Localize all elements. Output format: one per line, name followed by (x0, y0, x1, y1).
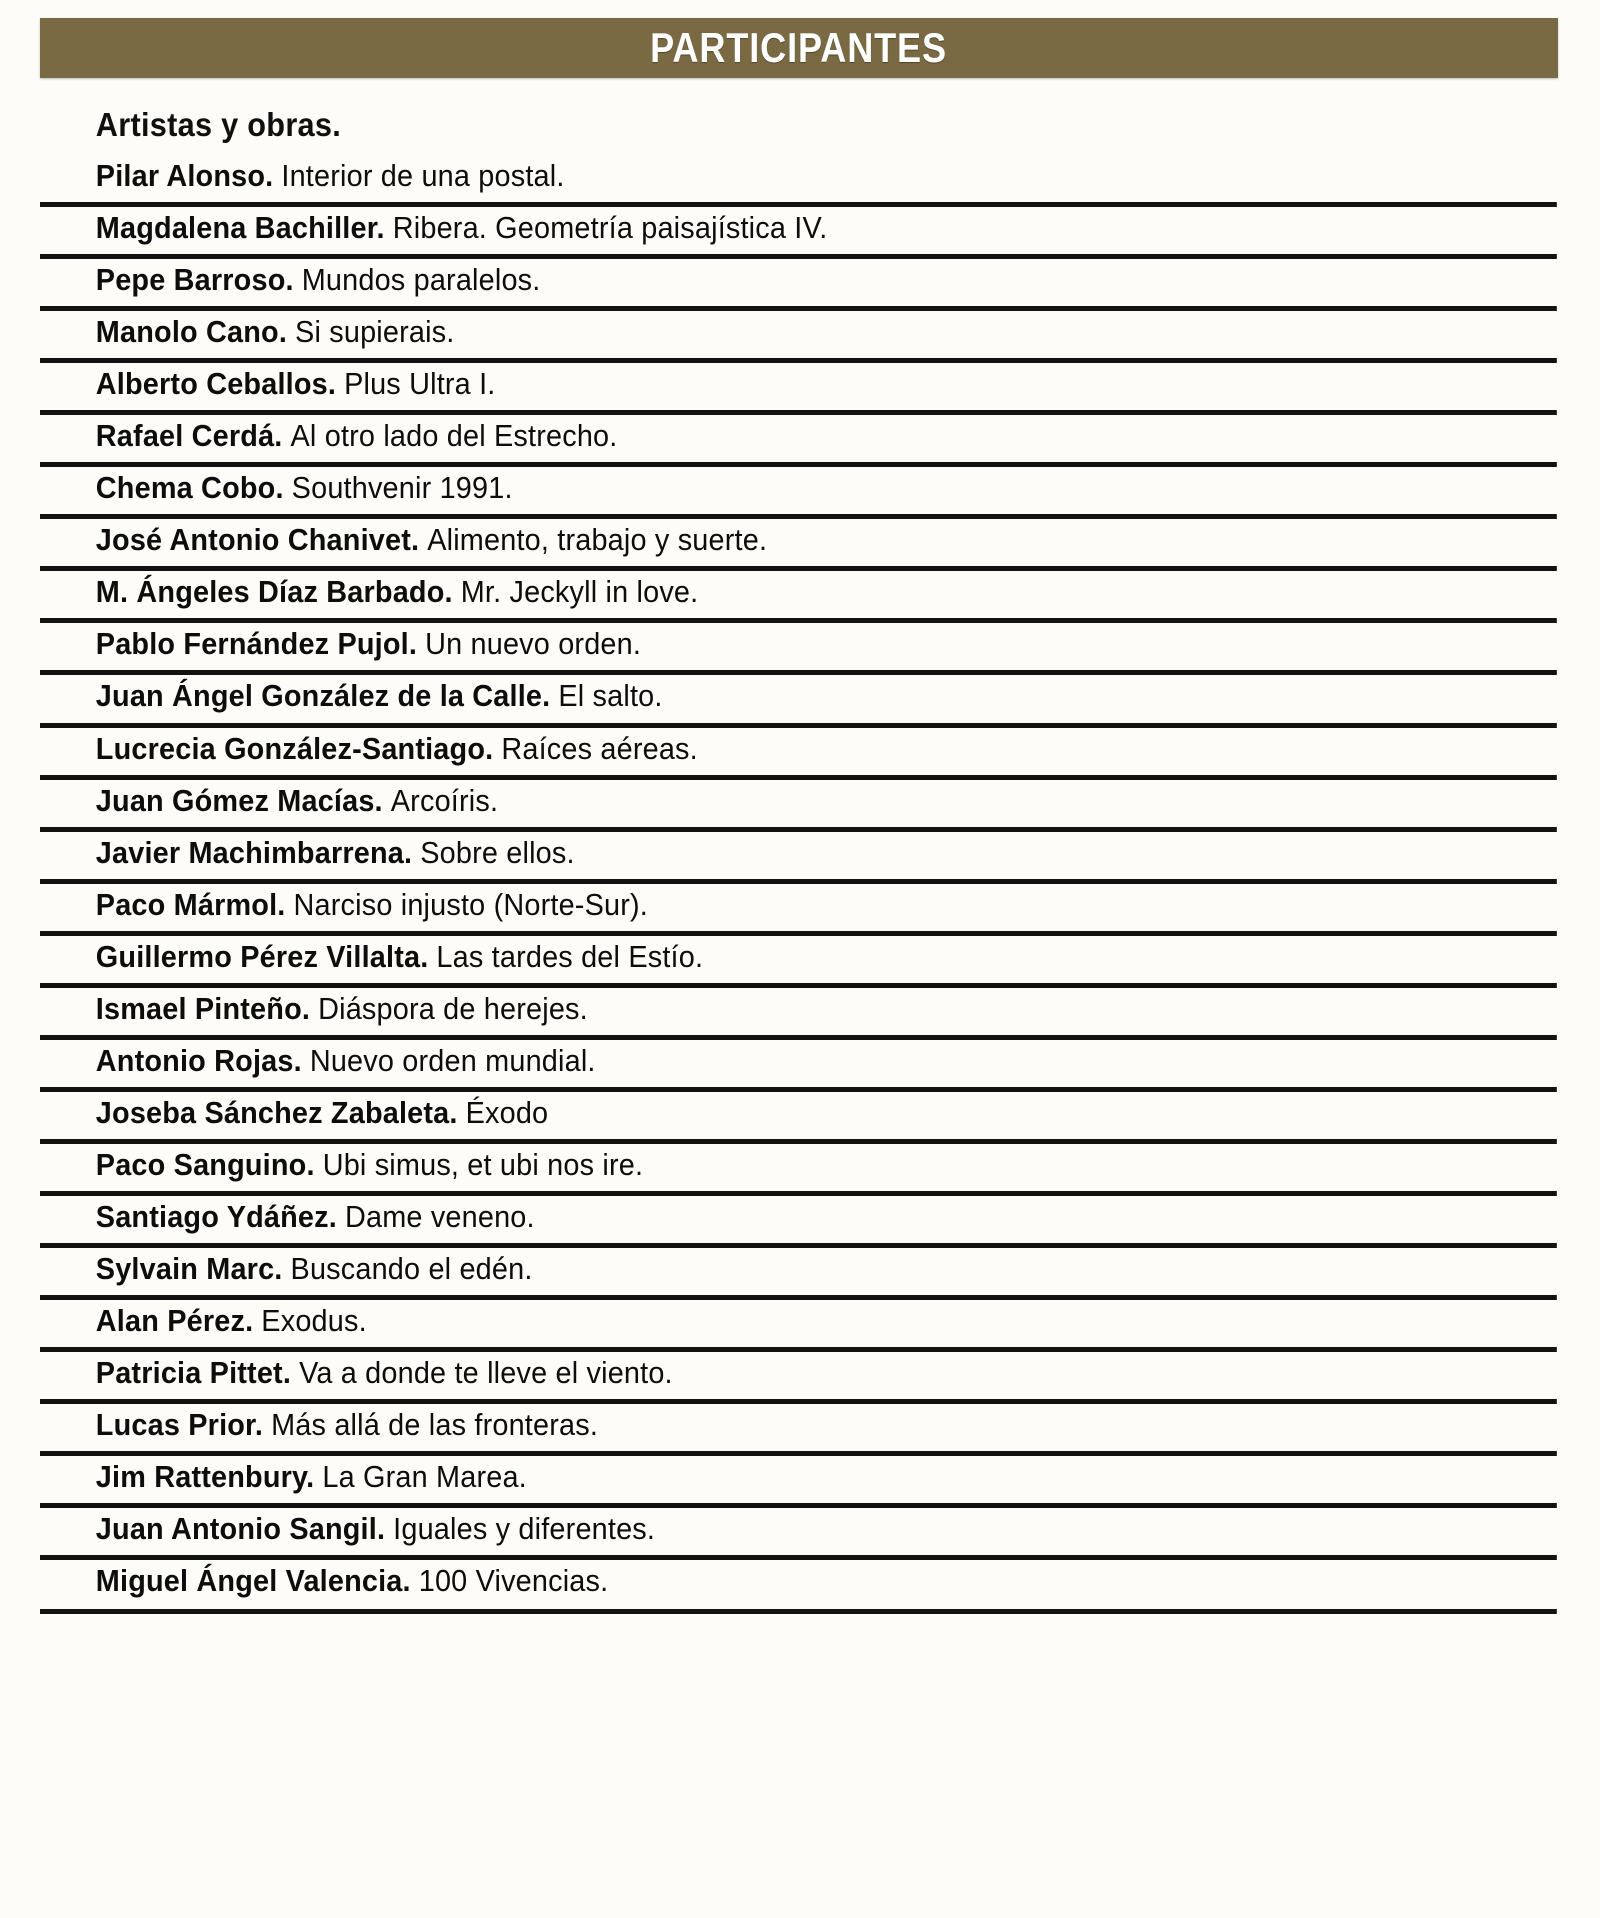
artwork-title: Raíces aéreas. (501, 730, 698, 766)
artwork-title: Mundos paralelos. (301, 262, 541, 298)
list-item (40, 1347, 1452, 1399)
artwork-title: Más allá de las fronteras. (271, 1407, 599, 1443)
artist-name: Antonio Rojas. (95, 1042, 302, 1078)
artist-name: Pepe Barroso. (95, 262, 294, 298)
artist-name: Magdalena Bachiller. (95, 210, 385, 246)
artist-name: Sylvain Marc. (95, 1250, 283, 1286)
list-item (40, 1087, 1452, 1139)
artist-name: M. Ángeles Díaz Barbado. (95, 574, 453, 610)
artist-name: Ismael Pinteño. (95, 990, 311, 1026)
artwork-title: Arcoíris. (390, 782, 499, 818)
artwork-title: Buscando el edén. (290, 1250, 533, 1286)
list-item (40, 410, 1452, 462)
artist-name: José Antonio Chanivet. (95, 522, 420, 558)
artwork-title: Dame veneno. (344, 1198, 535, 1234)
participants-banner (40, 18, 1558, 78)
artist-name: Patricia Pittet. (95, 1355, 292, 1391)
artists-list-container (40, 96, 1558, 1607)
artist-name: Juan Ángel González de la Calle. (95, 678, 551, 714)
artwork-title: Éxodo (465, 1094, 549, 1130)
section-heading-artists-and-works: Artistas y obras. (95, 106, 342, 143)
list-item (40, 723, 1452, 775)
artwork-title: Southvenir 1991. (291, 470, 513, 506)
list-item (40, 775, 1452, 827)
artist-name: Jim Rattenbury. (95, 1459, 315, 1495)
list-item (40, 462, 1452, 514)
list-item (40, 1555, 1452, 1607)
artwork-title: Plus Ultra I. (344, 366, 496, 402)
artwork-title: La Gran Marea. (322, 1459, 527, 1495)
list-item (40, 514, 1452, 566)
list-item (40, 306, 1452, 358)
artwork-title: Narciso injusto (Norte-Sur). (293, 886, 648, 922)
list-item (40, 1243, 1452, 1295)
artist-name: Miguel Ángel Valencia. (95, 1563, 411, 1599)
artwork-title: Sobre ellos. (420, 834, 575, 870)
artist-name: Chema Cobo. (95, 470, 284, 506)
artwork-title: Si supierais. (295, 314, 455, 350)
list-item (40, 879, 1452, 931)
artist-name: Joseba Sánchez Zabaleta. (95, 1094, 458, 1130)
list-item (40, 566, 1452, 618)
list-item (40, 150, 1452, 202)
artwork-title: Las tardes del Estío. (436, 938, 704, 974)
artwork-title: Exodus. (261, 1303, 367, 1339)
artist-name: Santiago Ydáñez. (95, 1198, 337, 1234)
artist-name: Juan Antonio Sangil. (95, 1511, 386, 1547)
artist-name: Juan Gómez Macías. (95, 782, 383, 818)
list-item (40, 827, 1452, 879)
artwork-title: Nuevo orden mundial. (309, 1042, 596, 1078)
artwork-title: Va a donde te lleve el viento. (299, 1355, 673, 1391)
list-item (40, 618, 1452, 670)
artist-name: Lucrecia González-Santiago. (95, 730, 494, 766)
artist-name: Rafael Cerdá. (95, 418, 283, 454)
artist-name: Alan Pérez. (95, 1303, 254, 1339)
artwork-title: El salto. (558, 678, 663, 714)
list-item (40, 1399, 1452, 1451)
list-item (40, 670, 1452, 722)
artist-name: Paco Mármol. (95, 886, 286, 922)
artist-name: Manolo Cano. (95, 314, 288, 350)
artist-name: Paco Sanguino. (95, 1146, 315, 1182)
artwork-title: Alimento, trabajo y suerte. (427, 522, 768, 558)
artwork-title: Al otro lado del Estrecho. (290, 418, 618, 454)
list-item (40, 254, 1452, 306)
artwork-title: Interior de una postal. (281, 158, 565, 193)
artwork-title: Iguales y diferentes. (393, 1511, 656, 1547)
list-item (40, 358, 1452, 410)
artwork-title: Ribera. Geometría paisajística IV. (392, 210, 828, 246)
list-item (40, 1035, 1452, 1087)
artist-name: Javier Machimbarrena. (95, 834, 413, 870)
artist-name: Lucas Prior. (95, 1407, 264, 1443)
artwork-title: Un nuevo orden. (425, 626, 642, 662)
artist-name: Pablo Fernández Pujol. (95, 626, 418, 662)
artist-name: Alberto Ceballos. (95, 366, 337, 402)
artwork-title: Mr. Jeckyll in love. (460, 574, 699, 610)
list-item (40, 983, 1452, 1035)
artwork-title: Diáspora de herejes. (318, 990, 588, 1026)
list-item (40, 1503, 1452, 1555)
list-item (40, 1191, 1452, 1243)
list-item (40, 931, 1452, 983)
list-item (40, 1451, 1452, 1503)
artwork-title: 100 Vivencias. (418, 1563, 609, 1599)
list-item (40, 1295, 1452, 1347)
artist-name: Guillermo Pérez Villalta. (95, 938, 429, 974)
list-item (40, 202, 1452, 254)
artwork-title: Ubi simus, et ubi nos ire. (322, 1146, 644, 1182)
list-item (40, 1139, 1452, 1191)
artists-list (40, 150, 1558, 1607)
artist-name: Pilar Alonso. (95, 158, 274, 193)
banner-title: PARTICIPANTES (650, 24, 948, 71)
